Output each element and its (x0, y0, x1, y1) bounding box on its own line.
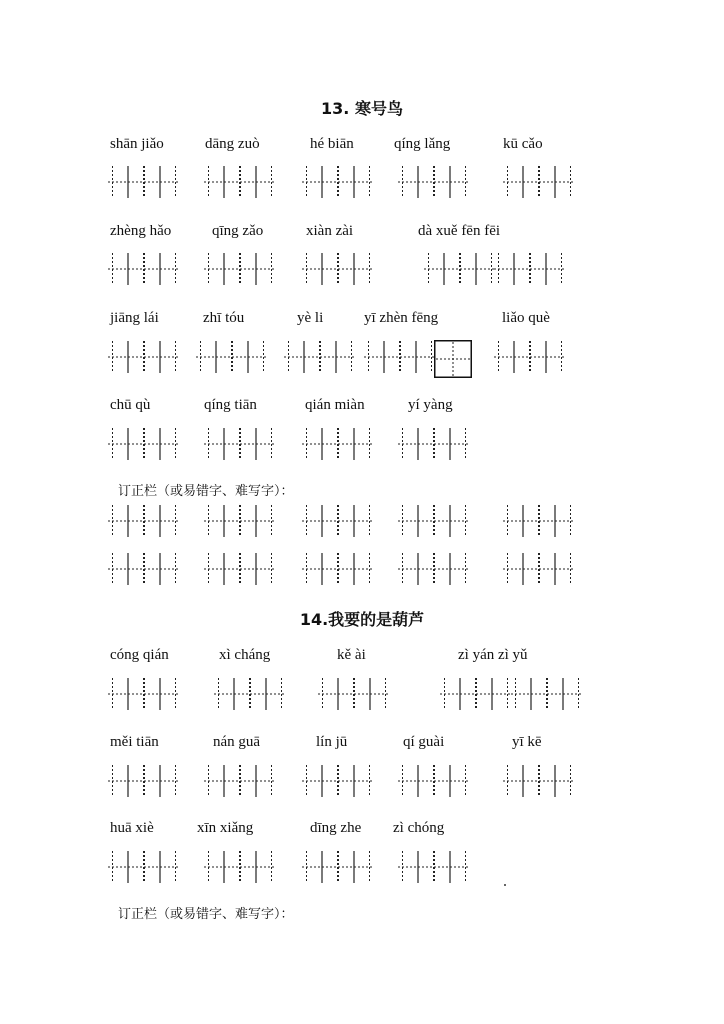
writing-grid (503, 765, 575, 797)
pinyin-label: zhèng hǎo (110, 223, 172, 239)
pinyin-label: yī zhèn fēng (364, 310, 439, 326)
writing-grid (503, 553, 575, 585)
pinyin-label: shān jiǎo (110, 136, 164, 152)
pinyin-label: nán guā (213, 734, 261, 750)
writing-grid (108, 505, 180, 537)
correction-label: 订正栏（或易错字、难写字）： (118, 907, 294, 922)
writing-grid (204, 428, 276, 460)
pinyin-label: cóng qián (110, 647, 169, 663)
writing-grid (108, 341, 180, 373)
writing-grid (204, 765, 276, 797)
correction-label: 订正栏（或易错字、难写字）： (118, 484, 294, 499)
pinyin-label: hé biān (310, 136, 354, 152)
pinyin-label: xīn xiǎng (197, 820, 254, 836)
pinyin-label: qīng zǎo (212, 223, 264, 239)
pinyin-label: zhī tóu (203, 310, 245, 326)
writing-grid (302, 428, 374, 460)
writing-grid (440, 678, 512, 710)
pinyin-label: qí guài (403, 734, 445, 750)
pinyin-label: kě ài (337, 647, 366, 663)
writing-grid (302, 765, 374, 797)
writing-grid (108, 553, 180, 585)
pinyin-label: qián miàn (305, 397, 365, 413)
writing-grid (398, 505, 470, 537)
writing-grid (318, 678, 390, 710)
writing-grid (398, 166, 470, 198)
writing-grid (424, 253, 496, 285)
writing-grid (204, 505, 276, 537)
writing-grid (494, 341, 566, 373)
writing-grid (494, 253, 566, 285)
writing-grid (108, 166, 180, 198)
writing-grid (196, 341, 268, 373)
pinyin-label: měi tiān (110, 734, 159, 750)
pinyin-label: qíng lǎng (394, 136, 451, 152)
writing-grid (503, 166, 575, 198)
writing-grid (108, 765, 180, 797)
pinyin-label: qíng tiān (204, 397, 257, 413)
pinyin-label: zì yán zì yǔ (458, 647, 528, 663)
pinyin-label: dīng zhe (310, 820, 362, 836)
writing-grid-boxed (434, 340, 472, 378)
pinyin-label: liǎo què (502, 310, 550, 326)
writing-grid (398, 765, 470, 797)
pinyin-label: xiàn zài (306, 223, 354, 239)
writing-grid (302, 505, 374, 537)
pinyin-label: yí yàng (408, 397, 453, 413)
pinyin-label: yī kē (512, 734, 542, 750)
writing-grid (511, 678, 583, 710)
pinyin-label: xì cháng (219, 647, 271, 663)
lesson-14-title: 14.我要的是葫芦 (299, 610, 425, 629)
writing-grid (398, 851, 470, 883)
writing-grid (302, 553, 374, 585)
writing-grid (204, 553, 276, 585)
writing-grid (214, 678, 286, 710)
pinyin-label: zì chóng (393, 820, 445, 836)
writing-grid (398, 553, 470, 585)
writing-grid (398, 428, 470, 460)
pinyin-label: huā xiè (110, 820, 154, 836)
writing-grid (108, 428, 180, 460)
writing-grid (108, 253, 180, 285)
writing-grid (302, 253, 374, 285)
pinyin-label: kū cǎo (503, 136, 543, 152)
page-mark (504, 884, 506, 886)
writing-grid (503, 505, 575, 537)
writing-grid (108, 678, 180, 710)
writing-grid (204, 166, 276, 198)
writing-grid (364, 341, 436, 373)
lesson-13-title: 13. 寒号鸟 (321, 99, 403, 118)
pinyin-label: dāng zuò (205, 136, 260, 152)
writing-grid (284, 341, 356, 373)
writing-grid (204, 253, 276, 285)
pinyin-label: dà xuě fēn fēi (418, 223, 501, 239)
pinyin-label: jiāng lái (110, 310, 159, 326)
pinyin-label: lín jū (316, 734, 348, 750)
writing-grid (302, 166, 374, 198)
writing-grid (302, 851, 374, 883)
pinyin-label: chū qù (110, 397, 151, 413)
pinyin-label: yè li (297, 310, 324, 326)
writing-grid (204, 851, 276, 883)
writing-grid (108, 851, 180, 883)
